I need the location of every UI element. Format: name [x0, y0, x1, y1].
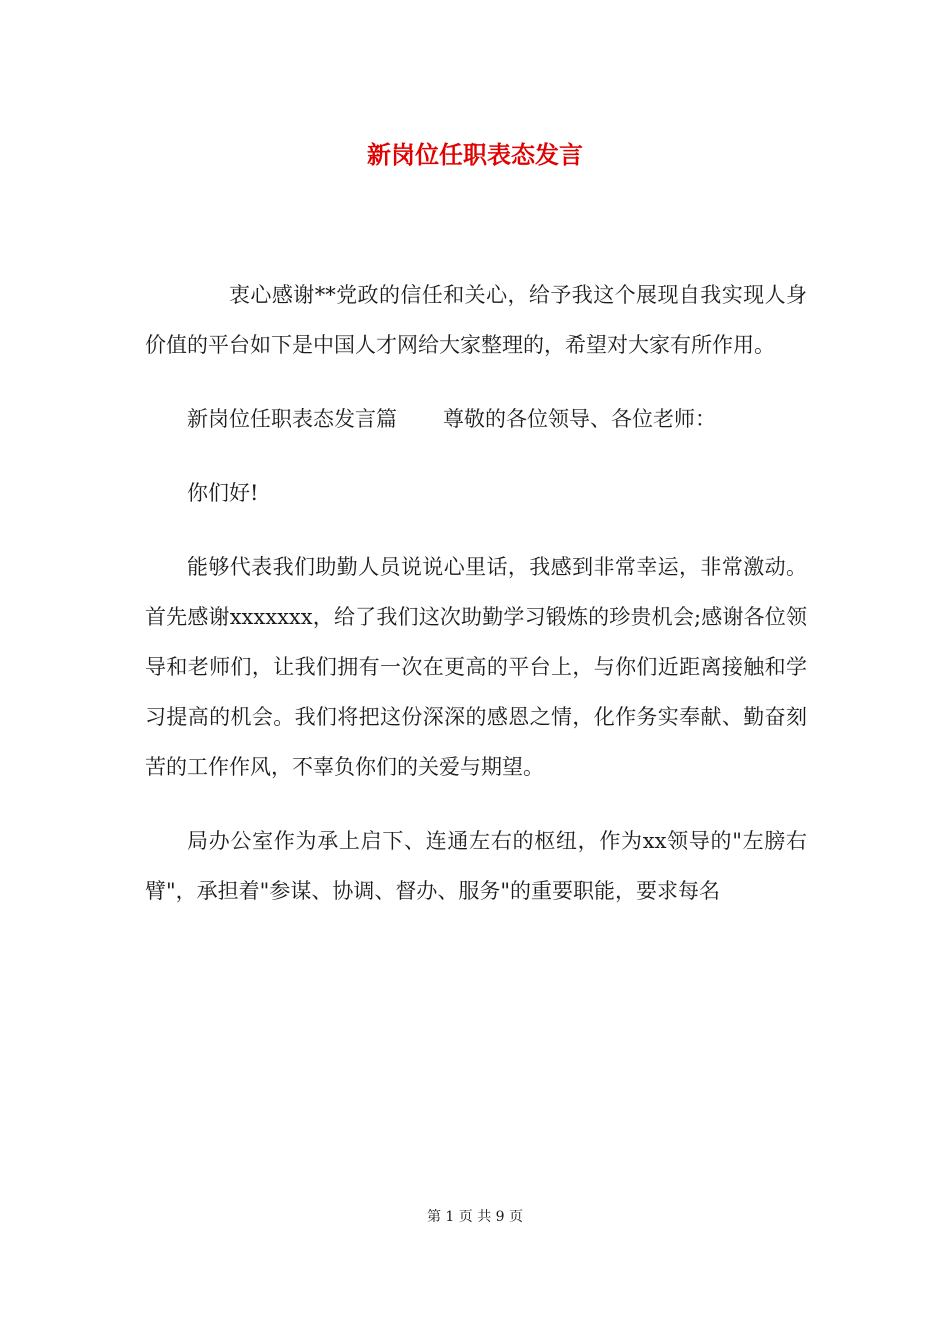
- document-body: [145, 270, 807, 940]
- paragraph-intro: 衷心感谢**党政的信任和关心，给予我这个展现自我实现人身价值的平台如下是中国人才网给大家整理的，希望对大家有所作用。: [145, 283, 807, 357]
- document-title: 新岗位任职表态发言: [367, 140, 583, 169]
- page-number-footer: 第 1 页 共 9 页: [426, 1209, 524, 1225]
- paragraph-thanks: 能够代表我们助勤人员说说心里话，我感到非常幸运，非常激动。首先感谢xxxxxxx，给了我们这次助勤学习锻炼的珍贵机会;感谢各位领导和老师们，让我们拥有一次在更高的平台上，与你们近距离接触和学习提高的机会。我们将把这份深深的感恩之情，化作务实奉献、勤奋刻苦的工作作风，不辜负你们的关爱与期望。: [145, 555, 807, 779]
- section-heading: 新岗位任职表态发言篇: [187, 407, 397, 431]
- paragraph-greeting: 你们好!: [187, 481, 259, 505]
- paragraph-heading-line: [145, 394, 807, 444]
- paragraph-office-role: 局办公室作为承上启下、连通左右的枢纽，作为xx领导的"左膀右臂"，承担着"参谋、协调、督办、服务"的重要职能，要求每名: [145, 829, 807, 903]
- salutation: 尊敬的各位领导、各位老师：: [443, 407, 716, 431]
